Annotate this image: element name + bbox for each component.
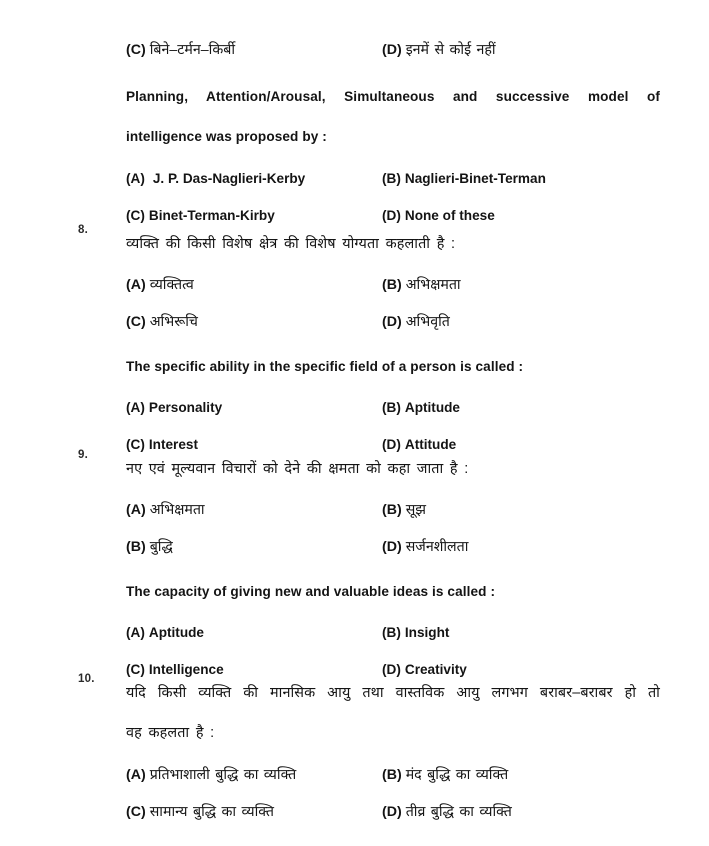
option-text: व्यक्तित्व [149,277,194,293]
option-tag: (C) [126,208,145,223]
option-text: बुद्धि [149,539,173,555]
option-b[interactable] [382,757,508,794]
option-b[interactable] [382,389,460,426]
option-tag: (D) [382,662,401,677]
option-text: सर्जनशीलता [405,539,469,555]
option-text: Intelligence [148,662,224,677]
option-tag: (C) [126,437,145,452]
option-tag: (D) [382,42,402,58]
option-row [126,757,660,794]
option-text: Creativity [404,662,467,677]
option-text: अभिक्षमता [405,277,461,293]
continued-question-body [126,32,660,234]
option-a[interactable] [126,160,305,197]
option-tag: (C) [126,314,146,330]
option-tag: (D) [382,437,401,452]
option-d[interactable] [382,794,512,831]
question-10-body [126,673,660,831]
option-text: मंद बुद्धि का व्यक्ति [405,767,509,783]
option-b[interactable] [382,492,426,529]
option-tag: (B) [382,625,401,640]
option-text: Aptitude [148,625,204,640]
option-text: None of these [404,208,495,223]
option-tag: (B) [382,502,402,518]
option-tag: (B) [126,539,146,555]
question-number-10: 10. [78,673,95,685]
option-tag: (B) [382,277,402,293]
option-row [126,614,660,651]
option-d[interactable] [382,32,496,69]
option-tag: (B) [382,767,402,783]
question-stem-hindi: व्यक्ति की किसी विशेष क्षेत्र की विशेष योग्यता कहलाती है : [126,236,456,252]
option-row [126,160,660,197]
option-a[interactable] [126,757,296,794]
option-text: Personality [148,400,223,415]
option-text: इनमें से कोई नहीं [405,42,496,58]
option-text: Interest [148,437,198,452]
option-tag: (A) [126,171,145,186]
option-text: Naglieri-Binet-Terman [404,171,546,186]
option-c[interactable] [126,529,173,566]
option-c[interactable] [126,32,235,69]
option-text: सामान्य बुद्धि का व्यक्ति [149,804,274,820]
option-text: Aptitude [404,400,460,415]
option-text: सूझ [405,502,427,518]
question-stem-english-line2: intelligence was proposed by : [126,129,327,144]
question-stem-english: The capacity of giving new and valuable ideas is called : [126,584,496,599]
question-stem-english-line1: Planning, Attention/Arousal, Simultaneous and successive model of [126,89,660,104]
option-tag: (D) [382,804,402,820]
option-a[interactable] [126,492,205,529]
option-d[interactable] [382,304,450,341]
option-text: अभिवृति [405,314,450,330]
option-b[interactable] [382,614,449,651]
option-row [126,492,660,529]
option-row [126,32,660,69]
option-b[interactable] [382,267,461,304]
option-tag: (B) [382,400,401,415]
option-text: तीव्र बुद्धि का व्यक्ति [405,804,512,820]
option-text: बिने–टर्मन–किर्बी [149,42,235,58]
option-c[interactable] [126,794,274,831]
option-row [126,794,660,831]
option-row [126,267,660,304]
option-a[interactable] [126,267,194,304]
option-text: J. P. Das-Naglieri-Kerby [152,171,306,186]
option-tag: (A) [126,277,146,293]
option-text: Binet-Terman-Kirby [148,208,275,223]
option-a[interactable] [126,389,222,426]
option-tag: (C) [126,662,145,677]
question-stem-hindi-line2: वह कहलता है : [126,725,215,741]
option-text: अभिक्षमता [149,502,205,518]
question-number-8: 8. [78,224,88,236]
option-c[interactable] [126,304,198,341]
option-tag: (B) [382,171,401,186]
option-row [126,529,660,566]
option-tag: (C) [126,42,146,58]
option-a[interactable] [126,614,204,651]
option-tag: (D) [382,314,402,330]
option-row [126,304,660,341]
question-number-9: 9. [78,449,88,461]
option-tag: (D) [382,539,402,555]
option-text: प्रतिभाशाली बुद्धि का व्यक्ति [149,767,297,783]
question-9-body [126,449,660,688]
option-tag: (D) [382,208,401,223]
option-text: अभिरूचि [149,314,198,330]
question-stem-english: The specific ability in the specific field of a person is called : [126,359,524,374]
question-8-body [126,224,660,463]
option-b[interactable] [382,160,546,197]
option-tag: (A) [126,400,145,415]
option-tag: (C) [126,804,146,820]
option-row [126,389,660,426]
option-tag: (A) [126,767,146,783]
option-tag: (A) [126,502,146,518]
option-text: Insight [404,625,450,640]
question-stem-hindi-line1: यदि किसी व्यक्ति की मानसिक आयु तथा वास्तविक आयु लगभग बराबर–बराबर हो तो [126,685,660,701]
option-text: Attitude [404,437,457,452]
option-tag: (A) [126,625,145,640]
option-d[interactable] [382,529,468,566]
question-stem-hindi: नए एवं मूल्यवान विचारों को देने की क्षमता को कहा जाता है : [126,461,469,477]
